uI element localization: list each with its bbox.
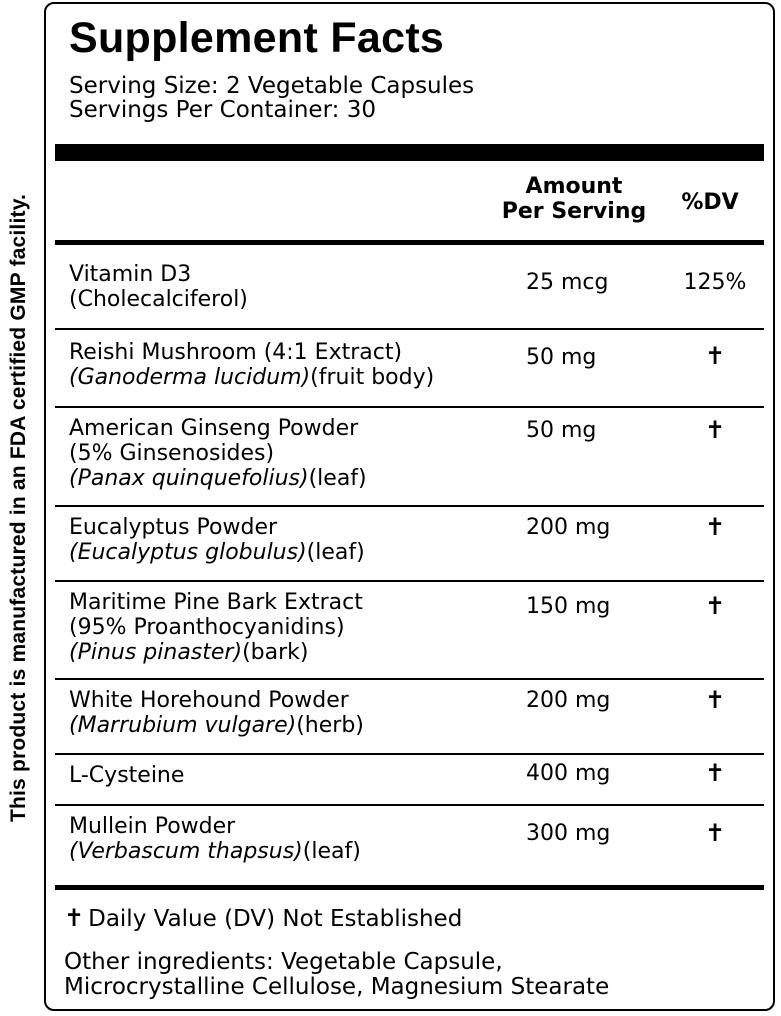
supplement-facts-panel xyxy=(44,2,775,1011)
ingredient-row xyxy=(55,332,764,407)
latin-name: (Ganoderma lucidum) xyxy=(69,365,311,390)
dagger-symbol: ✝ xyxy=(64,904,85,932)
ingredient-name-line xyxy=(69,713,364,738)
ingredient-text: Reishi Mushroom (4:1 Extract) xyxy=(69,340,403,365)
ingredient-name-line xyxy=(69,839,361,864)
bottom-divider xyxy=(55,885,764,890)
serving-size: Serving Size: 2 Vegetable Capsules xyxy=(69,73,475,99)
ingredient-amount: 300 mg xyxy=(526,821,611,846)
ingredient-name-line xyxy=(69,466,367,491)
ingredient-row xyxy=(55,582,764,679)
ingredient-row xyxy=(55,680,764,754)
ingredient-name xyxy=(69,590,363,665)
dv-footnote xyxy=(64,904,462,932)
ingredient-name-line xyxy=(69,262,248,287)
servings-per-container: Servings Per Container: 30 xyxy=(69,97,376,123)
ingredient-name-line xyxy=(69,340,434,365)
plant-part: (fruit body) xyxy=(310,365,435,390)
ingredient-name xyxy=(69,515,365,565)
ingredient-amount: 400 mg xyxy=(526,761,611,786)
ingredient-name xyxy=(69,340,434,390)
amount-header-line2: Per Serving xyxy=(501,199,647,224)
ingredient-text: (95% Proanthocyanidins) xyxy=(69,615,345,640)
plant-part: (bark) xyxy=(242,640,309,665)
other-ingredients-line2: Microcrystalline Cellulose, Magnesium Stearate xyxy=(64,974,610,1000)
other-ingredients-line1: Other ingredients: Vegetable Capsule, xyxy=(64,949,503,975)
ingredient-dv: ✝ xyxy=(704,342,726,370)
ingredient-dv: ✝ xyxy=(704,592,726,620)
other-ingredients xyxy=(64,950,609,1000)
ingredient-dv: 125% xyxy=(683,270,747,295)
side-note-container xyxy=(4,0,34,1016)
ingredient-text: American Ginseng Powder xyxy=(69,416,359,441)
ingredient-dv: ✝ xyxy=(704,759,726,787)
ingredient-name xyxy=(69,763,184,788)
ingredient-text: Mullein Powder xyxy=(69,814,236,839)
ingredient-name-line xyxy=(69,615,363,640)
ingredient-name-line xyxy=(69,640,363,665)
ingredient-amount: 50 mg xyxy=(526,418,597,443)
ingredient-text: L-Cysteine xyxy=(69,763,185,788)
side-note: This product is manufactured in an FDA certified GMP facility. xyxy=(7,193,31,823)
panel-title: Supplement Facts xyxy=(69,14,445,62)
row-divider xyxy=(55,328,764,330)
latin-name: (Marrubium vulgare) xyxy=(69,713,297,738)
ingredient-dv: ✝ xyxy=(704,416,726,444)
latin-name: (Eucalyptus globulus) xyxy=(69,540,307,565)
ingredient-name-line xyxy=(69,365,434,390)
ingredient-text: (Cholecalciferol) xyxy=(69,287,248,312)
ingredient-amount: 200 mg xyxy=(526,688,611,713)
plant-part: (herb) xyxy=(296,713,364,738)
dv-header: %DV xyxy=(681,190,739,215)
thick-divider xyxy=(55,144,764,161)
plant-part: (leaf) xyxy=(306,540,365,565)
ingredient-name-line xyxy=(69,416,367,441)
ingredient-name-line xyxy=(69,515,365,540)
ingredient-name xyxy=(69,814,361,864)
serving-info xyxy=(69,74,474,122)
ingredient-text: Maritime Pine Bark Extract xyxy=(69,590,363,615)
ingredient-amount: 25 mcg xyxy=(526,270,609,295)
ingredient-amount: 150 mg xyxy=(526,594,611,619)
ingredient-dv: ✝ xyxy=(704,513,726,541)
ingredient-text: White Horehound Powder xyxy=(69,688,349,713)
ingredient-text: Eucalyptus Powder xyxy=(69,515,278,540)
ingredient-name-line xyxy=(69,590,363,615)
ingredient-row xyxy=(55,507,764,581)
latin-name: (Panax quinquefolius) xyxy=(69,466,309,491)
header-divider xyxy=(55,240,764,245)
footnote-text: Daily Value (DV) Not Established xyxy=(88,906,463,932)
ingredient-name-line xyxy=(69,814,361,839)
ingredient-row xyxy=(55,254,764,329)
latin-name: (Pinus pinaster) xyxy=(69,640,243,665)
ingredient-row xyxy=(55,806,764,884)
amount-header xyxy=(494,174,654,224)
ingredient-name xyxy=(69,262,248,312)
ingredient-name-line xyxy=(69,688,364,713)
ingredient-row xyxy=(55,408,764,506)
plant-part: (leaf) xyxy=(308,466,367,491)
ingredient-dv: ✝ xyxy=(704,819,726,847)
ingredient-name-line xyxy=(69,763,184,788)
plant-part: (leaf) xyxy=(302,839,361,864)
ingredient-name xyxy=(69,688,364,738)
ingredient-row xyxy=(55,755,764,805)
ingredient-name xyxy=(69,416,367,491)
ingredient-name-line xyxy=(69,287,248,312)
amount-header-line1: Amount xyxy=(525,174,623,199)
ingredient-amount: 200 mg xyxy=(526,515,611,540)
ingredient-dv: ✝ xyxy=(704,686,726,714)
ingredient-amount: 50 mg xyxy=(526,345,597,370)
ingredient-name-line xyxy=(69,540,365,565)
latin-name: (Verbascum thapsus) xyxy=(69,839,303,864)
ingredient-name-line xyxy=(69,441,367,466)
ingredient-text: (5% Ginsenosides) xyxy=(69,441,275,466)
ingredient-text: Vitamin D3 xyxy=(69,262,192,287)
